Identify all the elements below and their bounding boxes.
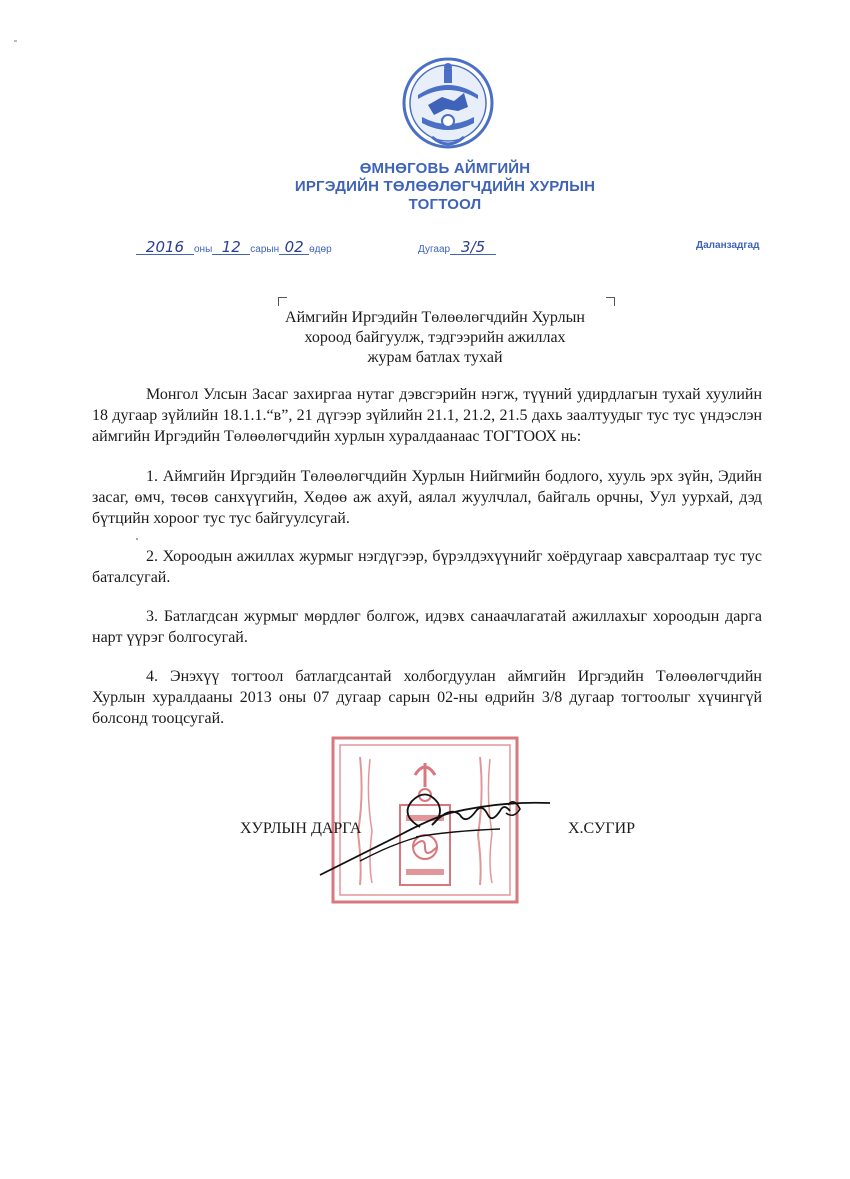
decision-item-3: 3. Батлагдсан журмыг мөрдлөг болгож, идэвх санаачлагатай ажиллахыг хороодын дарга нарт үүрэг болгосугай.: [92, 608, 762, 646]
header-line-1: ӨМНӨГОВЬ АЙМГИЙН: [359, 160, 531, 177]
date-field: [136, 240, 332, 255]
title-line-2: хороод байгуулж, тэдгээрийн ажиллах: [304, 329, 566, 346]
title-line-1: Аймгийн Иргэдийн Төлөөлөгчдийн Хурлын: [285, 309, 585, 326]
document-title: [235, 308, 635, 368]
date-day: 02: [279, 240, 309, 255]
signatory-title: ХУРЛЫН ДАРГА: [240, 820, 362, 837]
decision-item-2: 2. Хороодын ажиллах журмыг нэгдүгээр, бүрэлдэхүүнийг хоёрдугаар хавсралтаар тус тус баталсугай.: [92, 548, 762, 586]
document-number: 3/5: [450, 240, 496, 255]
decision-item-4: 4. Энэхүү тогтоол батлагдсантай холбогдуулан аймгийн Иргэдийн Төлөөлөгчдийн Хурлын хуралдааны 2013 оны 07 дугаар сарын 02-ны өдрийн 3/8 дугаар тогтоолыг хүчингүй болсонд тооцсугай.: [92, 668, 762, 727]
signatory-name: Х.СУГИР: [568, 820, 636, 837]
number-field: [418, 240, 496, 255]
date-day-suffix: өдөр: [309, 244, 332, 255]
intro-paragraph: Монгол Улсын Засаг захиргаа нутаг дэвсгэрийн нэгж, түүний удирдлагын тухай хуулийн 18 дугаар зүйлийн 18.1.1.“в”, 21 дүгээр зүйлийн 21.1, 21.2, 21.5 дахь заалтуудыг тус тус үндэслэн аймгийн Иргэдийн Төлөөлөгчдийн хурлын хуралдаанаас ТОГТООХ нь:: [92, 386, 762, 445]
header-line-2: ИРГЭДИЙН ТӨЛӨӨЛӨГЧДИЙН ХУРЛЫН: [294, 178, 596, 195]
date-month: 12: [212, 240, 250, 255]
date-year-suffix: оны: [194, 244, 213, 255]
decision-item-1: 1. Аймгийн Иргэдийн Төлөөлөгчдийн Хурлын Нийгмийн бодлого, хууль эрх зүйн, Эдийн засаг, өмч, төсөв санхүүгийн, Хөдөө аж ахуй, аялал жуулчлал, байгаль орчны, Уул уурхай, дэд бүтцийн хороог тус тус байгуулсугай.: [92, 468, 762, 527]
title-line-3: журам батлах тухай: [367, 349, 503, 366]
scan-speck: [14, 40, 17, 42]
scan-dot: [136, 538, 138, 540]
header-line-3: ТОГТООЛ: [408, 196, 482, 213]
date-month-suffix: сарын: [250, 244, 280, 255]
state-emblem-icon: [402, 55, 494, 155]
date-year: 2016: [136, 240, 194, 255]
number-label: Дугаар: [418, 244, 451, 255]
handwritten-signature: [300, 775, 560, 885]
title-corner-right: [606, 297, 615, 306]
title-corner-left: [278, 297, 287, 306]
place-name: Даланзадгад: [696, 240, 760, 251]
